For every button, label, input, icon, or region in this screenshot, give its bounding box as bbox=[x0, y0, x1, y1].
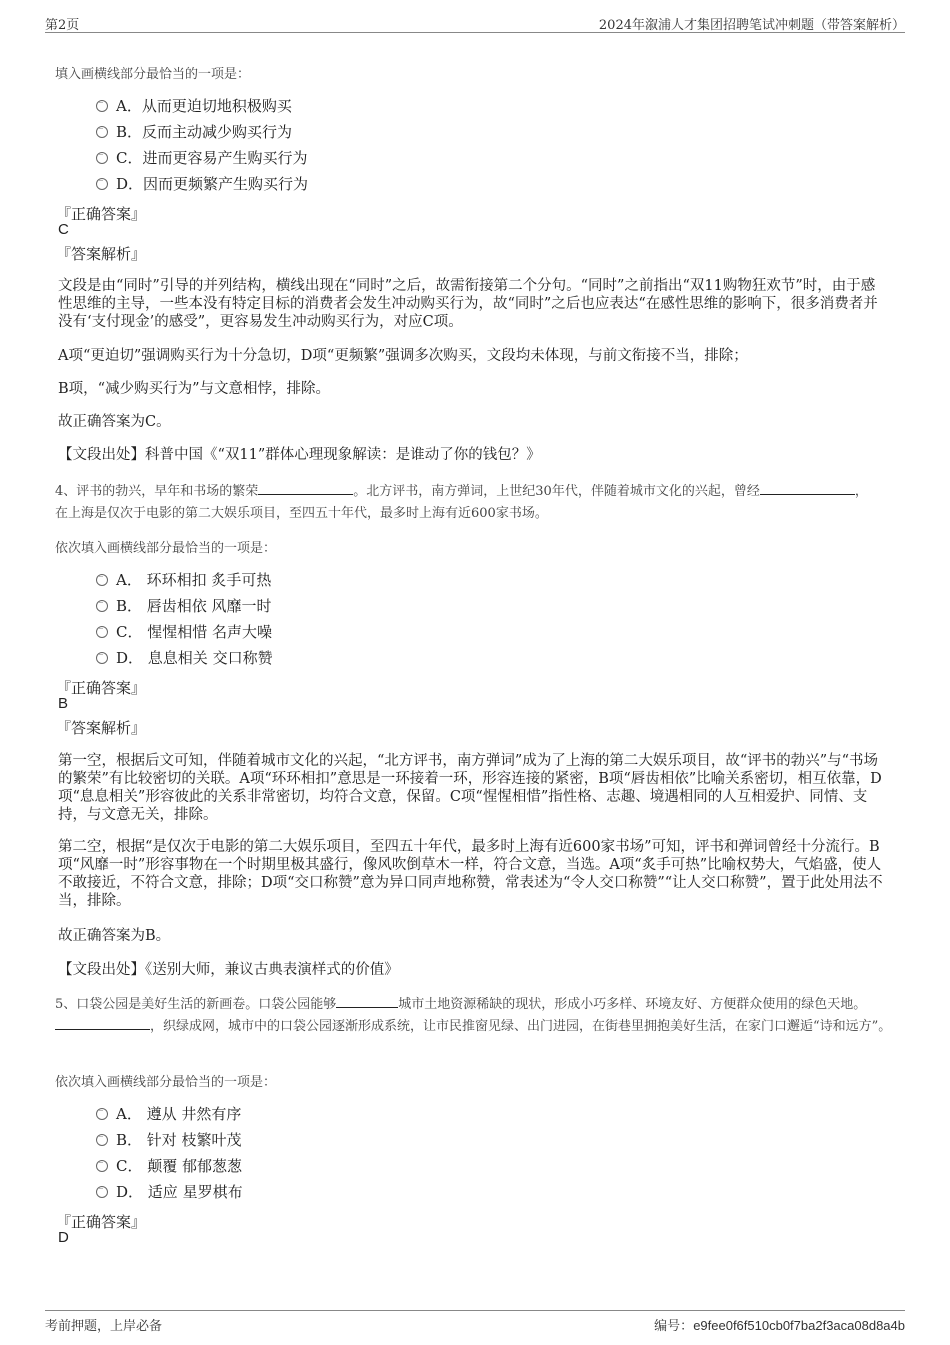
q3-answer: C bbox=[58, 221, 69, 238]
q4-stem: 4、评书的勃兴，早年和书场的繁荣 。北方评书，南方弹词，上世纪30年代，伴随着城市文化的兴起，曾经 ， 在上海是仅次于电影的第二大娱乐项目，至四五十年代，最多时上海有近600家书场。 bbox=[55, 484, 868, 521]
q3-answer-label: 『正确答案』 bbox=[56, 205, 147, 223]
q4-source: 【文段出处】《送别大师，兼议古典表演样式的价值》 bbox=[58, 962, 399, 978]
q4-option-d[interactable]: D． 息息相关 交口称赞 bbox=[96, 647, 273, 669]
q4-answer-label: 『正确答案』 bbox=[56, 679, 147, 697]
q3-source: 【文段出处】科普中国《“双11”群体心理现象解读：是谁动了你的钱包？》 bbox=[58, 447, 541, 463]
blank-2 bbox=[55, 1017, 150, 1030]
page-number: 第2页 bbox=[45, 18, 80, 33]
q5-option-d[interactable]: D． 适应 星罗棋布 bbox=[96, 1181, 243, 1203]
q5-option-a[interactable]: A． 遵从 井然有序 bbox=[96, 1103, 241, 1125]
blank-2 bbox=[760, 482, 855, 495]
q4-answer: B bbox=[58, 695, 69, 712]
page-footer bbox=[45, 1310, 905, 1335]
radio-icon[interactable] bbox=[96, 626, 108, 638]
q5-option-b[interactable]: B． 针对 枝繁叶茂 bbox=[96, 1129, 242, 1151]
q5-answer: D bbox=[58, 1229, 69, 1246]
q3-option-a[interactable]: A．从而更迫切地积极购买 bbox=[96, 95, 292, 117]
q5-stem: 5、口袋公园是美好生活的新画卷。口袋公园能够 城市土地资源稀缺的现状，形成小巧多样、环境友好、方便群众使用的绿色天地。 ，织绿成网，城市中的口袋公园逐渐形成系统，让市民推窗见绿、出门进园，在街巷里拥抱美好生活，在家门口邂逅“诗和远方”。 bbox=[55, 997, 892, 1034]
q3-analysis-paragraph-4: 故正确答案为C。 bbox=[58, 414, 171, 430]
radio-icon[interactable] bbox=[96, 152, 108, 164]
q4-prompt: 依次填入画横线部分最恰当的一项是： bbox=[55, 541, 277, 556]
radio-icon[interactable] bbox=[96, 1160, 108, 1172]
q3-analysis-paragraph-3: B项，“减少购买行为”与文意相悖，排除。 bbox=[58, 381, 330, 397]
footer-slogan: 考前押题，上岸必备 bbox=[45, 1319, 163, 1334]
radio-icon[interactable] bbox=[96, 1186, 108, 1198]
q4-analysis-paragraph-2: 第二空，根据“是仅次于电影的第二大娱乐项目，至四五十年代，最多时上海有近600家书场”可知，评书和弹词曾经十分流行。B项“风靡一时”形容事物在一个时期里极其盛行，像风吹倒草木一样，符合文意，当选。A项“炙手可热”比喻权势大，气焰盛，使人不敢接近，不符合文意，排除；D项“交口称赞”意为异口同声地称赞，常表述为“令人交口称赞”“让人交口称赞”，置于此处用法不当，排除。 bbox=[58, 839, 883, 909]
document-title: 2024年溆浦人才集团招聘笔试冲刺题（带答案解析） bbox=[598, 18, 905, 33]
radio-icon[interactable] bbox=[96, 100, 108, 112]
q4-option-c[interactable]: C． 惺惺相惜 名声大噪 bbox=[96, 621, 272, 643]
radio-icon[interactable] bbox=[96, 126, 108, 138]
radio-icon[interactable] bbox=[96, 1134, 108, 1146]
page-header bbox=[45, 10, 905, 33]
q4-option-b[interactable]: B． 唇齿相依 风靡一时 bbox=[96, 595, 272, 617]
blank-1 bbox=[336, 995, 398, 1008]
q5-prompt: 依次填入画横线部分最恰当的一项是： bbox=[55, 1075, 277, 1090]
q3-analysis-label: 『答案解析』 bbox=[56, 245, 147, 263]
q5-option-c[interactable]: C． 颠覆 郁郁葱葱 bbox=[96, 1155, 242, 1177]
q4-analysis-paragraph-3: 故正确答案为B。 bbox=[58, 928, 171, 944]
q5-answer-label: 『正确答案』 bbox=[56, 1213, 147, 1231]
q3-analysis-paragraph-1: 文段是由“同时”引导的并列结构，横线出现在“同时”之后，故需衔接第二个分句。“同时”之前指出“双11购物狂欢节”时，由于感性思维的主导，一些本没有特定目标的消费者会发生冲动购买行为，故“同时”之后也应表达“在感性思维的影响下，很多消费者并没有‘支付现金’的感受”，更容易发生冲动购买行为，对应C项。 bbox=[58, 278, 878, 330]
radio-icon[interactable] bbox=[96, 600, 108, 612]
q3-prompt: 填入画横线部分最恰当的一项是： bbox=[55, 67, 251, 82]
radio-icon[interactable] bbox=[96, 178, 108, 190]
radio-icon[interactable] bbox=[96, 574, 108, 586]
q4-analysis-label: 『答案解析』 bbox=[56, 719, 147, 737]
q3-option-d[interactable]: D．因而更频繁产生购买行为 bbox=[96, 173, 308, 195]
q3-analysis-paragraph-2: A项“更迫切”强调购买行为十分急切，D项“更频繁”强调多次购买，文段均未体现，与前文衔接不当，排除； bbox=[58, 348, 748, 364]
blank-1 bbox=[258, 482, 353, 495]
radio-icon[interactable] bbox=[96, 1108, 108, 1120]
document-code: 编号：e9fee0f6f510cb0f7ba2f3aca08d8a4b bbox=[654, 1318, 905, 1334]
q3-option-b[interactable]: B．反而主动减少购买行为 bbox=[96, 121, 292, 143]
q4-option-a[interactable]: A． 环环相扣 炙手可热 bbox=[96, 569, 271, 591]
radio-icon[interactable] bbox=[96, 652, 108, 664]
q4-analysis-paragraph-1: 第一空，根据后文可知，伴随着城市文化的兴起，“北方评书，南方弹词”成为了上海的第二大娱乐项目，故“评书的勃兴”与“书场的繁荣”有比较密切的关联。A项“环环相扣”意思是一环接着一环，形容连接的紧密，B项“唇齿相依”比喻关系密切，相互依靠，D项“息息相关”形容彼此的关系非常密切，均符合文意，保留。C项“惺惺相惜”指性格、志趣、境遇相同的人互相爱护、同情、支持，与文意无关，排除。 bbox=[58, 753, 882, 823]
q3-option-c[interactable]: C．进而更容易产生购买行为 bbox=[96, 147, 307, 169]
